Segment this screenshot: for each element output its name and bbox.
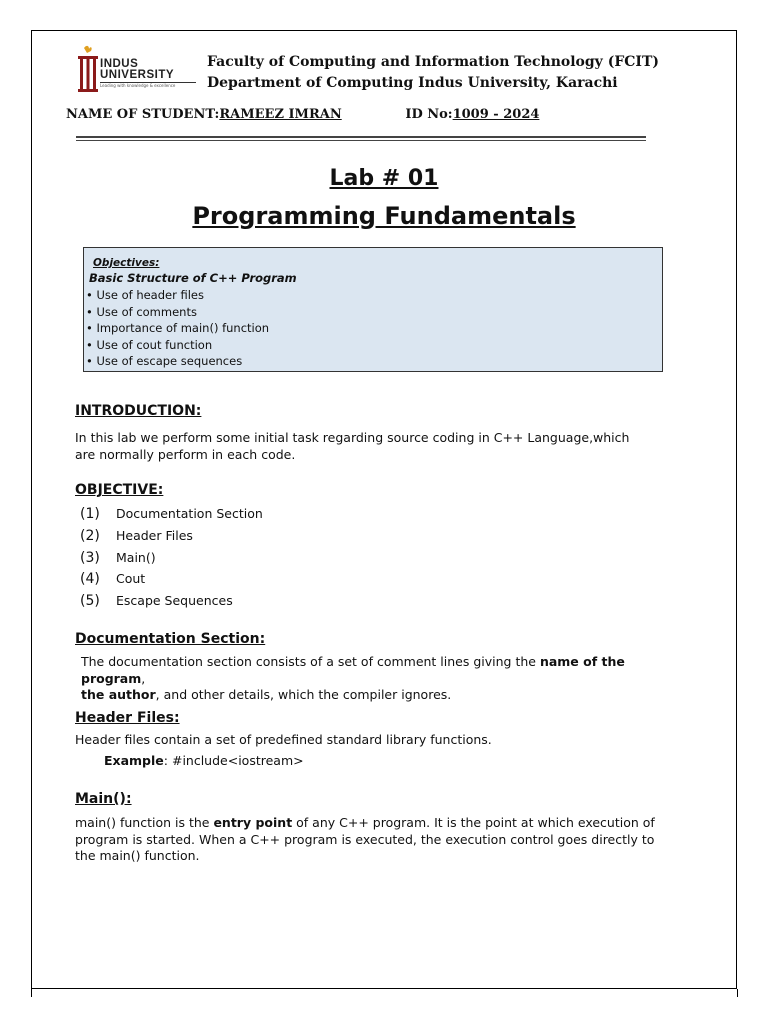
- list-item-number: (5): [80, 593, 100, 610]
- student-id-label: ID No:: [405, 107, 453, 122]
- list-item: [80, 568, 263, 590]
- logo-tagline: Leading with knowledge & excellence: [100, 83, 176, 88]
- documentation-text: [81, 654, 681, 704]
- logo-wordmark: [100, 59, 174, 81]
- list-item-text: Main(): [116, 549, 156, 565]
- list-item-text: Cout: [116, 571, 146, 587]
- header-files-heading: Header Files:: [75, 710, 180, 726]
- list-item-text: Header Files: [116, 527, 193, 543]
- student-name-label: NAME OF STUDENT:: [66, 107, 220, 122]
- introduction-line-2: are normally perform in each code.: [75, 446, 296, 462]
- documentation-heading: Documentation Section:: [75, 631, 266, 647]
- corner-mark-right: [737, 989, 738, 997]
- list-item-number: (2): [80, 527, 100, 544]
- lab-title: Programming Fundamentals: [192, 202, 576, 230]
- student-info-row: [66, 107, 611, 122]
- main-line-2: program is started. When a C++ program is executed, the execution control goes directly to: [75, 831, 655, 847]
- list-item: [80, 590, 263, 612]
- logo-emblem-icon: [76, 44, 100, 94]
- faculty-heading: [207, 52, 659, 94]
- example-label: Example: [104, 753, 164, 768]
- objectives-box: [83, 247, 663, 372]
- documentation-text-part: The documentation section consists of a set of comment lines giving the: [81, 654, 540, 669]
- list-item-text: Documentation Section: [116, 506, 263, 521]
- list-item: [80, 503, 263, 525]
- example-code: : #include<iostream>: [163, 753, 304, 768]
- department-name: Department of Computing Indus University, Karachi: [207, 75, 618, 91]
- faculty-name: Faculty of Computing and Information Technology (FCIT): [207, 54, 659, 70]
- main-text-part: main() function is the: [75, 815, 214, 830]
- main-line-1: [75, 815, 675, 832]
- main-heading: Main():: [75, 791, 132, 807]
- main-line-3: the main() function.: [75, 848, 200, 863]
- list-item: [80, 525, 263, 547]
- list-item: • Use of comments: [86, 304, 197, 319]
- documentation-bold-author: the author: [81, 687, 156, 702]
- list-item: • Importance of main() function: [86, 321, 270, 336]
- header-files-example: [104, 753, 704, 770]
- documentation-text-part: , and other details, which the compiler ignores.: [155, 687, 452, 702]
- main-text: [75, 815, 675, 865]
- introduction-heading: INTRODUCTION:: [75, 403, 202, 419]
- list-item: [80, 547, 263, 569]
- list-item: • Use of header files: [86, 288, 204, 302]
- header-rule-thin: [76, 140, 646, 141]
- list-item: • Use of cout function: [86, 337, 213, 352]
- objective-heading: OBJECTIVE:: [75, 482, 164, 498]
- list-item-number: (4): [80, 571, 100, 588]
- list-item-number: (1): [80, 506, 100, 522]
- corner-mark-left: [31, 989, 32, 997]
- list-item-number: (3): [80, 549, 100, 566]
- objectives-box-heading: Objectives:: [93, 257, 160, 269]
- documentation-text-part: ,: [141, 670, 146, 686]
- logo-line-2: UNIVERSITY: [100, 69, 175, 81]
- main-text-part: of any C++ program. It is the point at which execution of: [292, 815, 655, 830]
- student-name-value: RAMEEZ IMRAN: [219, 107, 342, 122]
- list-item-text: Escape Sequences: [116, 593, 233, 609]
- list-item: • Use of escape sequences: [86, 354, 243, 369]
- university-logo: [76, 44, 194, 94]
- objectives-box-subheading: Basic Structure of C++ Program: [89, 271, 297, 285]
- lab-number: Lab # 01: [329, 166, 439, 191]
- student-id-value: 1009 - 2024: [452, 107, 540, 122]
- objective-list: [80, 503, 263, 612]
- header-rule-thick: [76, 136, 646, 138]
- header-files-text: Header files contain a set of predefined standard library functions.: [75, 732, 492, 747]
- introduction-text: [75, 430, 675, 463]
- main-bold-entry-point: entry point: [213, 815, 293, 830]
- logo-line-1: INDUS: [100, 58, 139, 70]
- introduction-line-1: In this lab we perform some initial task regarding source coding in C++ Language,which: [75, 430, 630, 445]
- objectives-box-list: [84, 287, 269, 370]
- documentation-bold-program: name of the program: [81, 654, 625, 686]
